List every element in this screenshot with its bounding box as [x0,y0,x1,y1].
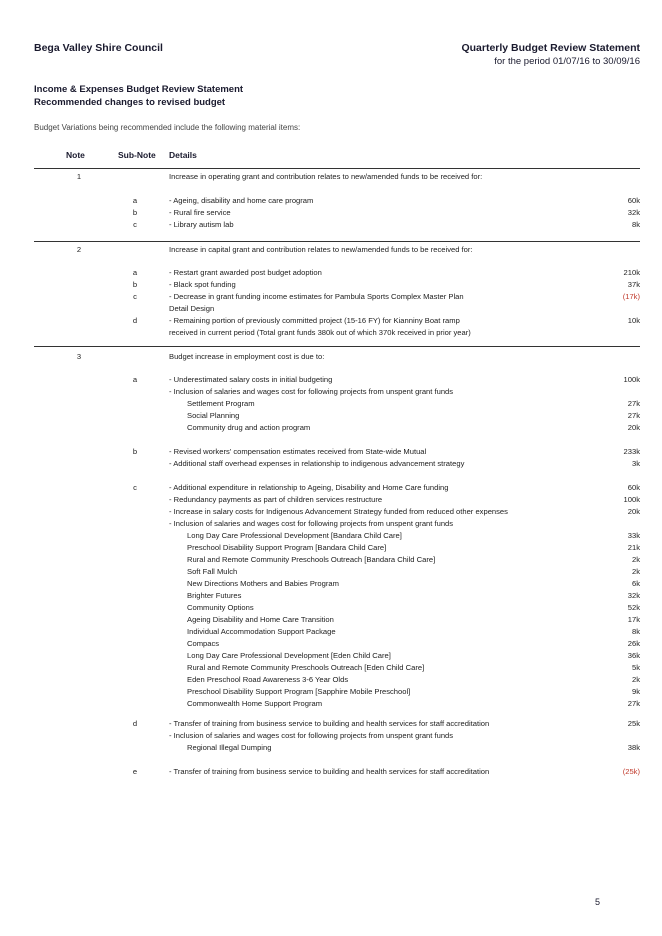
subnote-cell: a [132,375,138,384]
details-cell: Community Options [187,603,254,612]
amount-cell: 33k [627,531,640,540]
table-row [0,374,662,386]
details-cell: Long Day Care Professional Development [Eden Child Care] [187,651,391,660]
section-title-line2: Recommended changes to revised budget [34,97,226,108]
table-row [0,398,662,410]
table-row [0,506,662,518]
table-row [0,422,662,434]
amount-cell: 38k [627,743,640,752]
table-row [0,482,662,494]
table-row [0,590,662,602]
subnote-cell: b [132,280,138,289]
col-header-note: Note [66,150,85,160]
details-cell: - Inclusion of salaries and wages cost for following projects from unspent grant funds [169,731,454,740]
details-cell: Increase in capital grant and contribution relates to new/amended funds to be received for: [169,245,473,254]
details-cell: Compacs [187,639,220,648]
table-row [0,674,662,686]
intro-text: Budget Variations being recommended include the following material items: [34,123,301,132]
details-cell: - Inclusion of salaries and wages cost for following projects from unspent grant funds [169,519,454,528]
amount-cell: (25k) [622,767,640,776]
details-cell: Rural and Remote Community Preschools Outreach [Eden Child Care] [187,663,425,672]
note-cell: 1 [76,172,82,181]
page-number: 5 [594,897,600,907]
details-cell: - Additional expenditure in relationship to Ageing, Disability and Home Care funding [169,483,449,492]
table-row [0,614,662,626]
table-row [0,315,662,327]
amount-cell: 17k [627,615,640,624]
amount-cell: 2k [631,567,640,576]
details-cell: - Decrease in grant funding income estimates for Pambula Sports Complex Master Plan [169,292,464,301]
table-row [0,766,662,778]
col-header-details: Details [169,150,197,160]
table-row [0,566,662,578]
amount-cell: 36k [627,651,640,660]
table-row [0,171,662,183]
amount-cell: 2k [631,555,640,564]
amount-cell: 26k [627,639,640,648]
amount-cell: 37k [627,280,640,289]
details-cell: Ageing Disability and Home Care Transition [187,615,334,624]
divider-rule [34,168,640,169]
amount-cell: 20k [627,507,640,516]
report-period: for the period 01/07/16 to 30/09/16 [494,56,640,67]
details-cell: New Directions Mothers and Babies Program [187,579,339,588]
subnote-cell: d [132,719,138,728]
details-cell: Rural and Remote Community Preschools Outreach [Bandara Child Care] [187,555,436,564]
details-cell: - Black spot funding [169,280,236,289]
details-cell: - Underestimated salary costs in initial budgeting [169,375,333,384]
amount-cell: 60k [627,196,640,205]
details-cell: Budget increase in employment cost is due to: [169,352,325,361]
table-row [0,554,662,566]
details-cell: Social Planning [187,411,240,420]
subnote-cell: b [132,208,138,217]
table-row [0,650,662,662]
subnote-cell: a [132,268,138,277]
amount-cell: 100k [623,375,640,384]
amount-cell: 9k [631,687,640,696]
table-row [0,730,662,742]
table-row [0,662,662,674]
table-row [0,446,662,458]
details-cell: Individual Accommodation Support Package [187,627,336,636]
table-row [0,195,662,207]
details-cell: - Redundancy payments as part of children services restructure [169,495,383,504]
col-header-subnote: Sub-Note [118,150,156,160]
note-cell: 3 [76,352,82,361]
amount-cell: 100k [623,495,640,504]
table-row [0,267,662,279]
details-cell: - Library autism lab [169,220,234,229]
subnote-cell: a [132,196,138,205]
details-cell: Detail Design [169,304,215,313]
table-row [0,207,662,219]
amount-cell: 5k [631,663,640,672]
details-cell: Increase in operating grant and contribution relates to new/amended funds to be received for: [169,172,483,181]
header-right [461,42,640,67]
table-row [0,698,662,710]
amount-cell: 20k [627,423,640,432]
details-cell: Settlement Program [187,399,255,408]
amount-cell: 27k [627,411,640,420]
table-row [0,530,662,542]
amount-cell: 27k [627,699,640,708]
details-cell: Long Day Care Professional Development [Bandara Child Care] [187,531,402,540]
table-row [0,303,662,315]
subnote-cell: b [132,447,138,456]
details-cell: received in current period (Total grant funds 380k out of which 370k received in prior year) [169,328,471,337]
table-row [0,327,662,339]
details-cell: - Additional staff overhead expenses in relationship to indigenous advancement strategy [169,459,465,468]
amount-cell: 6k [631,579,640,588]
report-title: Quarterly Budget Review Statement [461,42,640,54]
amount-cell: 60k [627,483,640,492]
details-cell: Preschool Disability Support Program [Bandara Child Care] [187,543,387,552]
amount-cell: 8k [631,627,640,636]
details-cell: - Revised workers' compensation estimates received from State-wide Mutual [169,447,427,456]
table-row [0,410,662,422]
section-title-line1: Income & Expenses Budget Review Statement [34,84,244,95]
details-cell: - Transfer of training from business service to building and health services for staff accreditation [169,719,490,728]
table-row [0,742,662,754]
subnote-cell: c [133,220,137,229]
table-row [0,542,662,554]
details-cell: Eden Preschool Road Awareness 3-6 Year Olds [187,675,349,684]
table-row [0,351,662,363]
subnote-cell: e [132,767,138,776]
table-row [0,718,662,730]
details-cell: - Remaining portion of previously committed project (15-16 FY) for Kianniny Boat ramp [169,316,460,325]
details-cell: - Restart grant awarded post budget adoption [169,268,322,277]
table-row [0,518,662,530]
header-org: Bega Valley Shire Council [34,42,163,54]
amount-cell: 8k [631,220,640,229]
amount-cell: 10k [627,316,640,325]
amount-cell: 3k [631,459,640,468]
amount-cell: 25k [627,719,640,728]
amount-cell: 52k [627,603,640,612]
table-row [0,279,662,291]
amount-cell: 233k [623,447,640,456]
section-title [34,83,243,109]
amount-cell: 32k [627,591,640,600]
table-row [0,291,662,303]
divider-rule [34,241,640,242]
amount-cell: (17k) [622,292,640,301]
divider-rule [34,346,640,347]
table-row [0,626,662,638]
subnote-cell: c [133,292,137,301]
table-row [0,578,662,590]
amount-cell: 210k [623,268,640,277]
subnote-cell: c [133,483,137,492]
table-row [0,602,662,614]
table-row [0,686,662,698]
amount-cell: 21k [627,543,640,552]
table-row [0,244,662,256]
table-row [0,494,662,506]
details-cell: - Rural fire service [169,208,231,217]
details-cell: Community drug and action program [187,423,311,432]
amount-cell: 27k [627,399,640,408]
table-row [0,458,662,470]
table-row [0,638,662,650]
details-cell: - Transfer of training from business service to building and health services for staff accreditation [169,767,490,776]
details-cell: Regional Illegal Dumping [187,743,272,752]
details-cell: - Increase in salary costs for Indigenous Advancement Strategy funded from reduced other expenses [169,507,508,516]
subnote-cell: d [132,316,138,325]
details-cell: Soft Fall Mulch [187,567,238,576]
details-cell: - Ageing, disability and home care program [169,196,314,205]
details-cell: Commonwealth Home Support Program [187,699,323,708]
table-row [0,219,662,231]
amount-cell: 32k [627,208,640,217]
note-cell: 2 [76,245,82,254]
details-cell: Preschool Disability Support Program [Sapphire Mobile Preschool] [187,687,411,696]
details-cell: Brighter Futures [187,591,242,600]
details-cell: - Inclusion of salaries and wages cost for following projects from unspent grant funds [169,387,454,396]
amount-cell: 2k [631,675,640,684]
table-row [0,386,662,398]
